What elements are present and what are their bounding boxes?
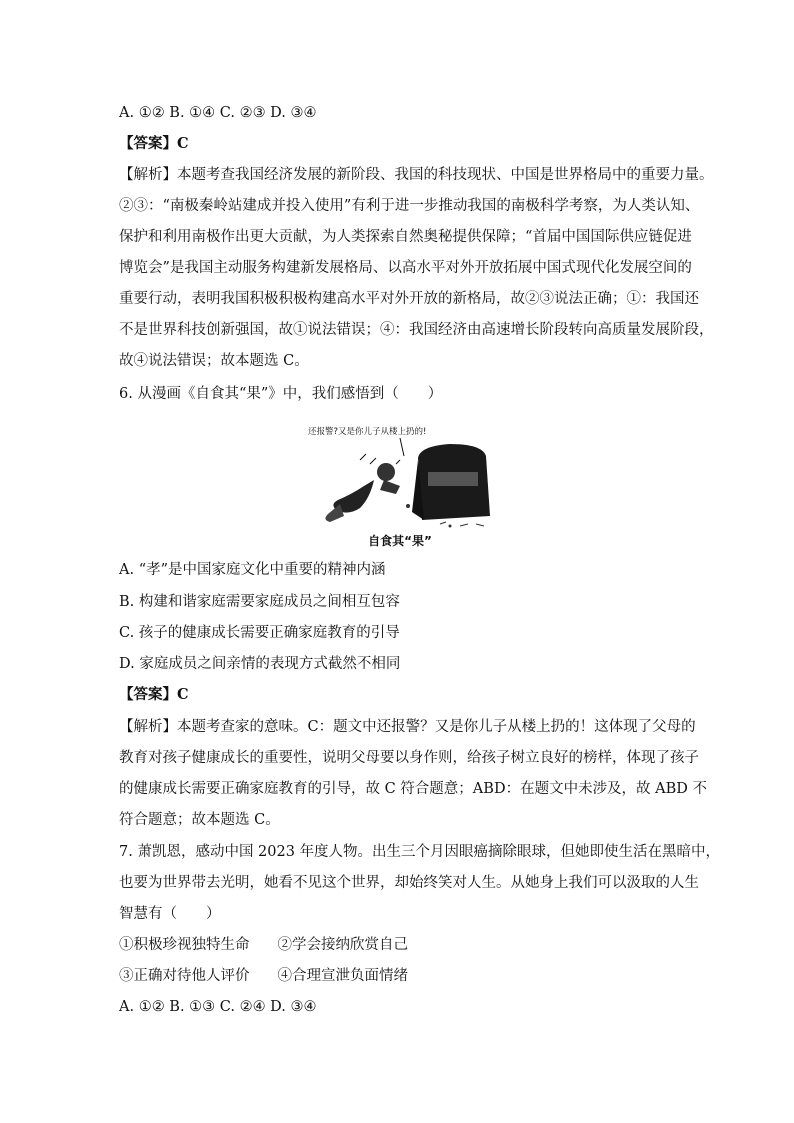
q6-analysis-line-2: 教育对孩子健康成长的重要性，说明父母要以身作则，给孩子树立良好的榜样，体现了孩子 [119,750,699,766]
q5-analysis-line-6: 不是世界科技创新强国，故①说法错误；④：我国经济由高速增长阶段转向高质量发展阶段， [119,322,714,338]
q5-answer: 【答案】C [119,135,189,152]
q5-analysis-line-7: 故④说法错误；故本题选 C。 [119,353,309,369]
q6-analysis-line-3: 的健康成长需要正确家庭教育的引导，故 C 符合题意；ABD：在题文中未涉及，故 ABD 不 [119,781,708,797]
cartoon-caption: 自食其“果” [368,534,432,548]
cartoon-image [300,420,500,530]
q7-choices-row-2 [119,966,699,986]
q5-analysis-line-2: ②③：“南极秦岭站建成并投入使用”有利于进一步推动我国的南极科学考察，为人类认知、 [119,198,700,214]
q7-choices-row-1 [119,935,699,955]
q6-option-b: B. 构建和谐家庭需要家庭成员之间相互包容 [119,594,400,610]
q6-answer: 【答案】C [119,686,189,703]
q5-analysis-line-5: 重要行动，表明我国积极积极构建高水平对外开放的新格局，故②③说法正确；①：我国还 [119,291,699,307]
q7-choice-3: ③正确对待他人评价 [119,968,250,984]
q5-analysis-line-3: 保护和利用南极作出更大贡献，为人类探索自然奥秘提供保障；“首届中国国际供应链促进 [119,229,692,245]
q6-option-c: C. 孩子的健康成长需要正确家庭教育的引导 [119,625,400,641]
q7-options: A. ①② B. ①③ C. ②④ D. ③④ [119,999,317,1015]
q7-stem-line-2: 也要为世界带去光明，她看不见这个世界，却始终笑对人生。从她身上我们可以汲取的人生 [119,875,699,891]
q6-analysis-line-1: 【解析】本题考查家的意味。C：题文中还报警？又是你儿子从楼上扔的！这体现了父母的 [119,719,696,735]
q6-stem: 6. 从漫画《自食其“果”》中，我们感悟到（ ） [119,386,443,402]
cartoon-speech-text: 还报警?又是你儿子从楼上扔的! [308,427,427,437]
q6-option-a: A. “孝”是中国家庭文化中重要的精神内涵 [119,562,386,578]
q6-option-d: D. 家庭成员之间亲情的表现方式截然不相同 [119,656,401,672]
q7-stem-line-1: 7. 萧凯恩，感动中国 2023 年度人物。出生三个月因眼癌摘除眼球，但她即使生活在黑暗中， [119,844,721,860]
q6-analysis-line-4: 符合题意；故本题选 C。 [119,812,280,828]
q5-options: A. ①② B. ①④ C. ②③ D. ③④ [119,105,317,121]
q5-analysis-line-1: 【解析】本题考查我国经济发展的新阶段、我国的科技现状、中国是世界格局中的重要力量。 [119,167,714,183]
q7-choice-2: ②学会接纳欣赏自己 [277,937,408,953]
q7-choice-4: ④合理宣泄负面情绪 [277,968,408,984]
q7-choice-1: ①积极珍视独特生命 [119,937,250,953]
q5-analysis-line-4: 博览会”是我国主动服务构建新发展格局、以高水平对外开放拓展中国式现代化发展空间的 [119,260,692,276]
q7-stem-line-3: 智慧有（ ） [119,906,221,922]
